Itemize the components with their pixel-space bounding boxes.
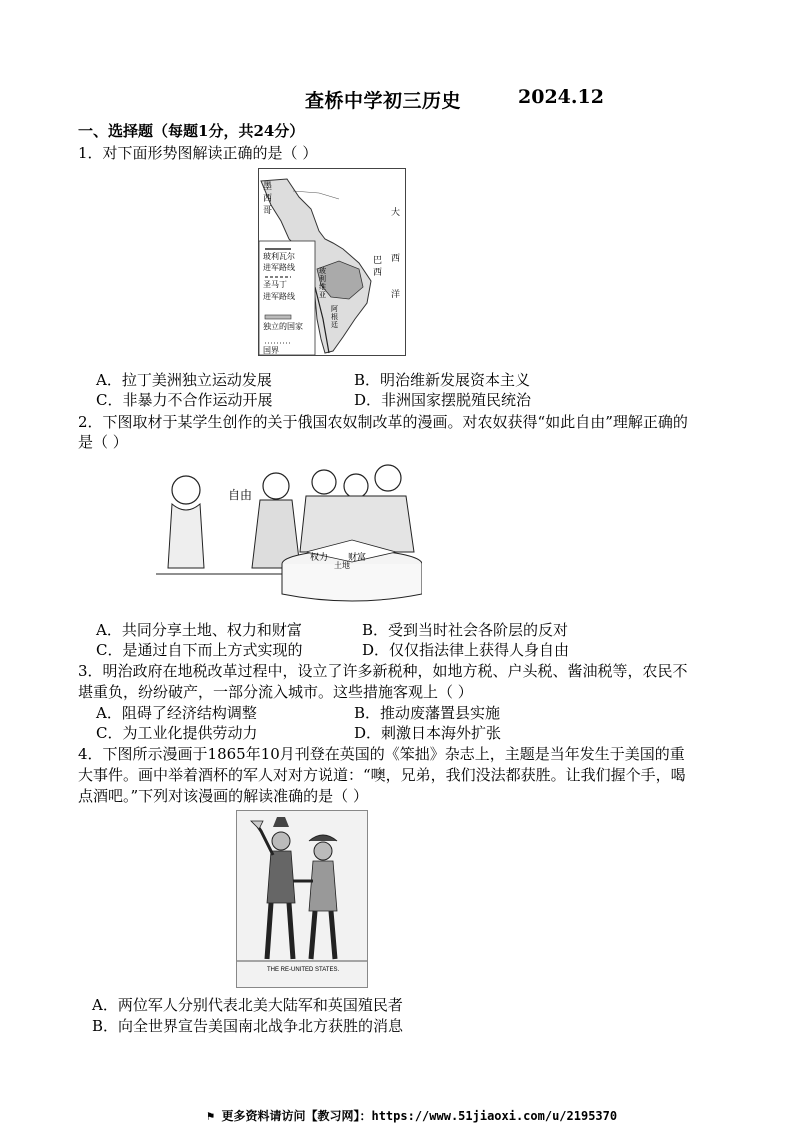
exam-date: 2024.12 — [518, 86, 604, 108]
flag-icon: ⚑ — [207, 1109, 215, 1123]
question-2-stem-cont: 是（ ） — [78, 433, 128, 451]
q3-option-d[interactable]: D．刺激日本海外扩张 — [354, 724, 502, 742]
cartoon-drawing — [156, 456, 422, 606]
q1-option-d[interactable]: D．非洲国家摆脱殖民统治 — [354, 391, 532, 409]
q3-option-a[interactable]: A．阻碍了经济结构调整 — [96, 704, 257, 722]
map-label: 西 — [373, 268, 383, 278]
map-legend-item: 进军路线 — [263, 292, 295, 301]
question-3-stem: 3．明治政府在地税改革过程中，设立了许多新税种，如地方税、户头税、酱油税等，农民不 — [78, 662, 688, 680]
q2-option-d[interactable]: D．仅仅指法律上获得人身自由 — [362, 641, 570, 659]
serf-reform-cartoon — [156, 456, 422, 606]
q1-option-c[interactable]: C．非暴力不合作运动开展 — [96, 391, 273, 409]
map-legend-item: 进军路线 — [263, 263, 295, 272]
question-4-stem: 4．下图所示漫画于1865年10月刊登在英国的《笨拙》杂志上，主题是当年发生于美国的重 — [78, 745, 685, 763]
question-1-stem: 1．对下面形势图解读正确的是（ ） — [78, 144, 318, 162]
map-label: 墨 — [263, 182, 273, 192]
cartoon-label-land: 土地 — [334, 561, 350, 570]
q1-option-a[interactable]: A．拉丁美洲独立运动发展 — [96, 371, 272, 389]
punch-cartoon — [236, 810, 368, 988]
map-label: 西 — [391, 254, 401, 264]
q3-option-c[interactable]: C．为工业化提供劳动力 — [96, 724, 258, 742]
question-4-stem-cont: 大事件。画中举着酒杯的军人对对方说道：“噢，兄弟，我们没法都获胜。让我们握个手，喝 — [78, 766, 686, 784]
q2-option-c[interactable]: C．是通过自下而上方式实现的 — [96, 641, 303, 659]
page-title: 查桥中学初三历史 — [305, 90, 462, 112]
q1-option-b[interactable]: B．明治维新发展资本主义 — [354, 371, 531, 389]
footer-link[interactable] — [207, 1107, 617, 1124]
map-legend-item: 玻利瓦尔 — [263, 252, 295, 261]
map-label: 巴 — [373, 256, 383, 266]
section-heading: 一、选择题（每题1分，共24分） — [78, 122, 305, 140]
map-label: 洋 — [391, 290, 401, 300]
cartoon-caption: THE RE-UNITED STATES. — [267, 967, 340, 973]
cartoon-label-free: 自由 — [228, 488, 253, 502]
q4-option-b[interactable]: B．向全世界宣告美国南北战争北方获胜的消息 — [92, 1017, 404, 1035]
cartoon-label-power: 权力 — [310, 553, 329, 563]
map-label: 玻利维亚 — [319, 267, 326, 299]
map-label: 西 — [263, 194, 273, 204]
q3-option-b[interactable]: B．推动废藩置县实施 — [354, 704, 501, 722]
q2-option-b[interactable]: B．受到当时社会各阶层的反对 — [362, 621, 569, 639]
map-legend-item: 圣马丁 — [263, 280, 287, 289]
punch-drawing — [237, 811, 367, 987]
q4-option-a[interactable]: A．两位军人分别代表北美大陆军和英国殖民者 — [92, 996, 403, 1014]
cartoon-label-wealth: 财富 — [348, 553, 367, 563]
map-label: 哥 — [263, 206, 273, 216]
map-label: 阿根廷 — [331, 305, 338, 329]
map-legend-item: 国界 — [263, 346, 279, 355]
question-4-stem-cont: 点酒吧。”下列对该漫画的解读准确的是（ ） — [78, 787, 368, 805]
question-2-stem: 2．下图取材于某学生创作的关于俄国农奴制改革的漫画。对农奴获得“如此自由”理解正确的 — [78, 413, 688, 431]
q2-option-a[interactable]: A．共同分享土地、权力和财富 — [96, 621, 302, 639]
footer-text: 更多资料请访问【教习网】：https://www.51jiaoxi.com/u/2195370 — [221, 1109, 618, 1123]
latin-america-map — [258, 168, 406, 356]
question-3-stem-cont: 堪重负，纷纷破产，一部分流入城市。这些措施客观上（ ） — [78, 683, 473, 701]
map-legend-item: 独立的国家 — [263, 322, 303, 331]
map-label: 大 — [391, 208, 401, 218]
